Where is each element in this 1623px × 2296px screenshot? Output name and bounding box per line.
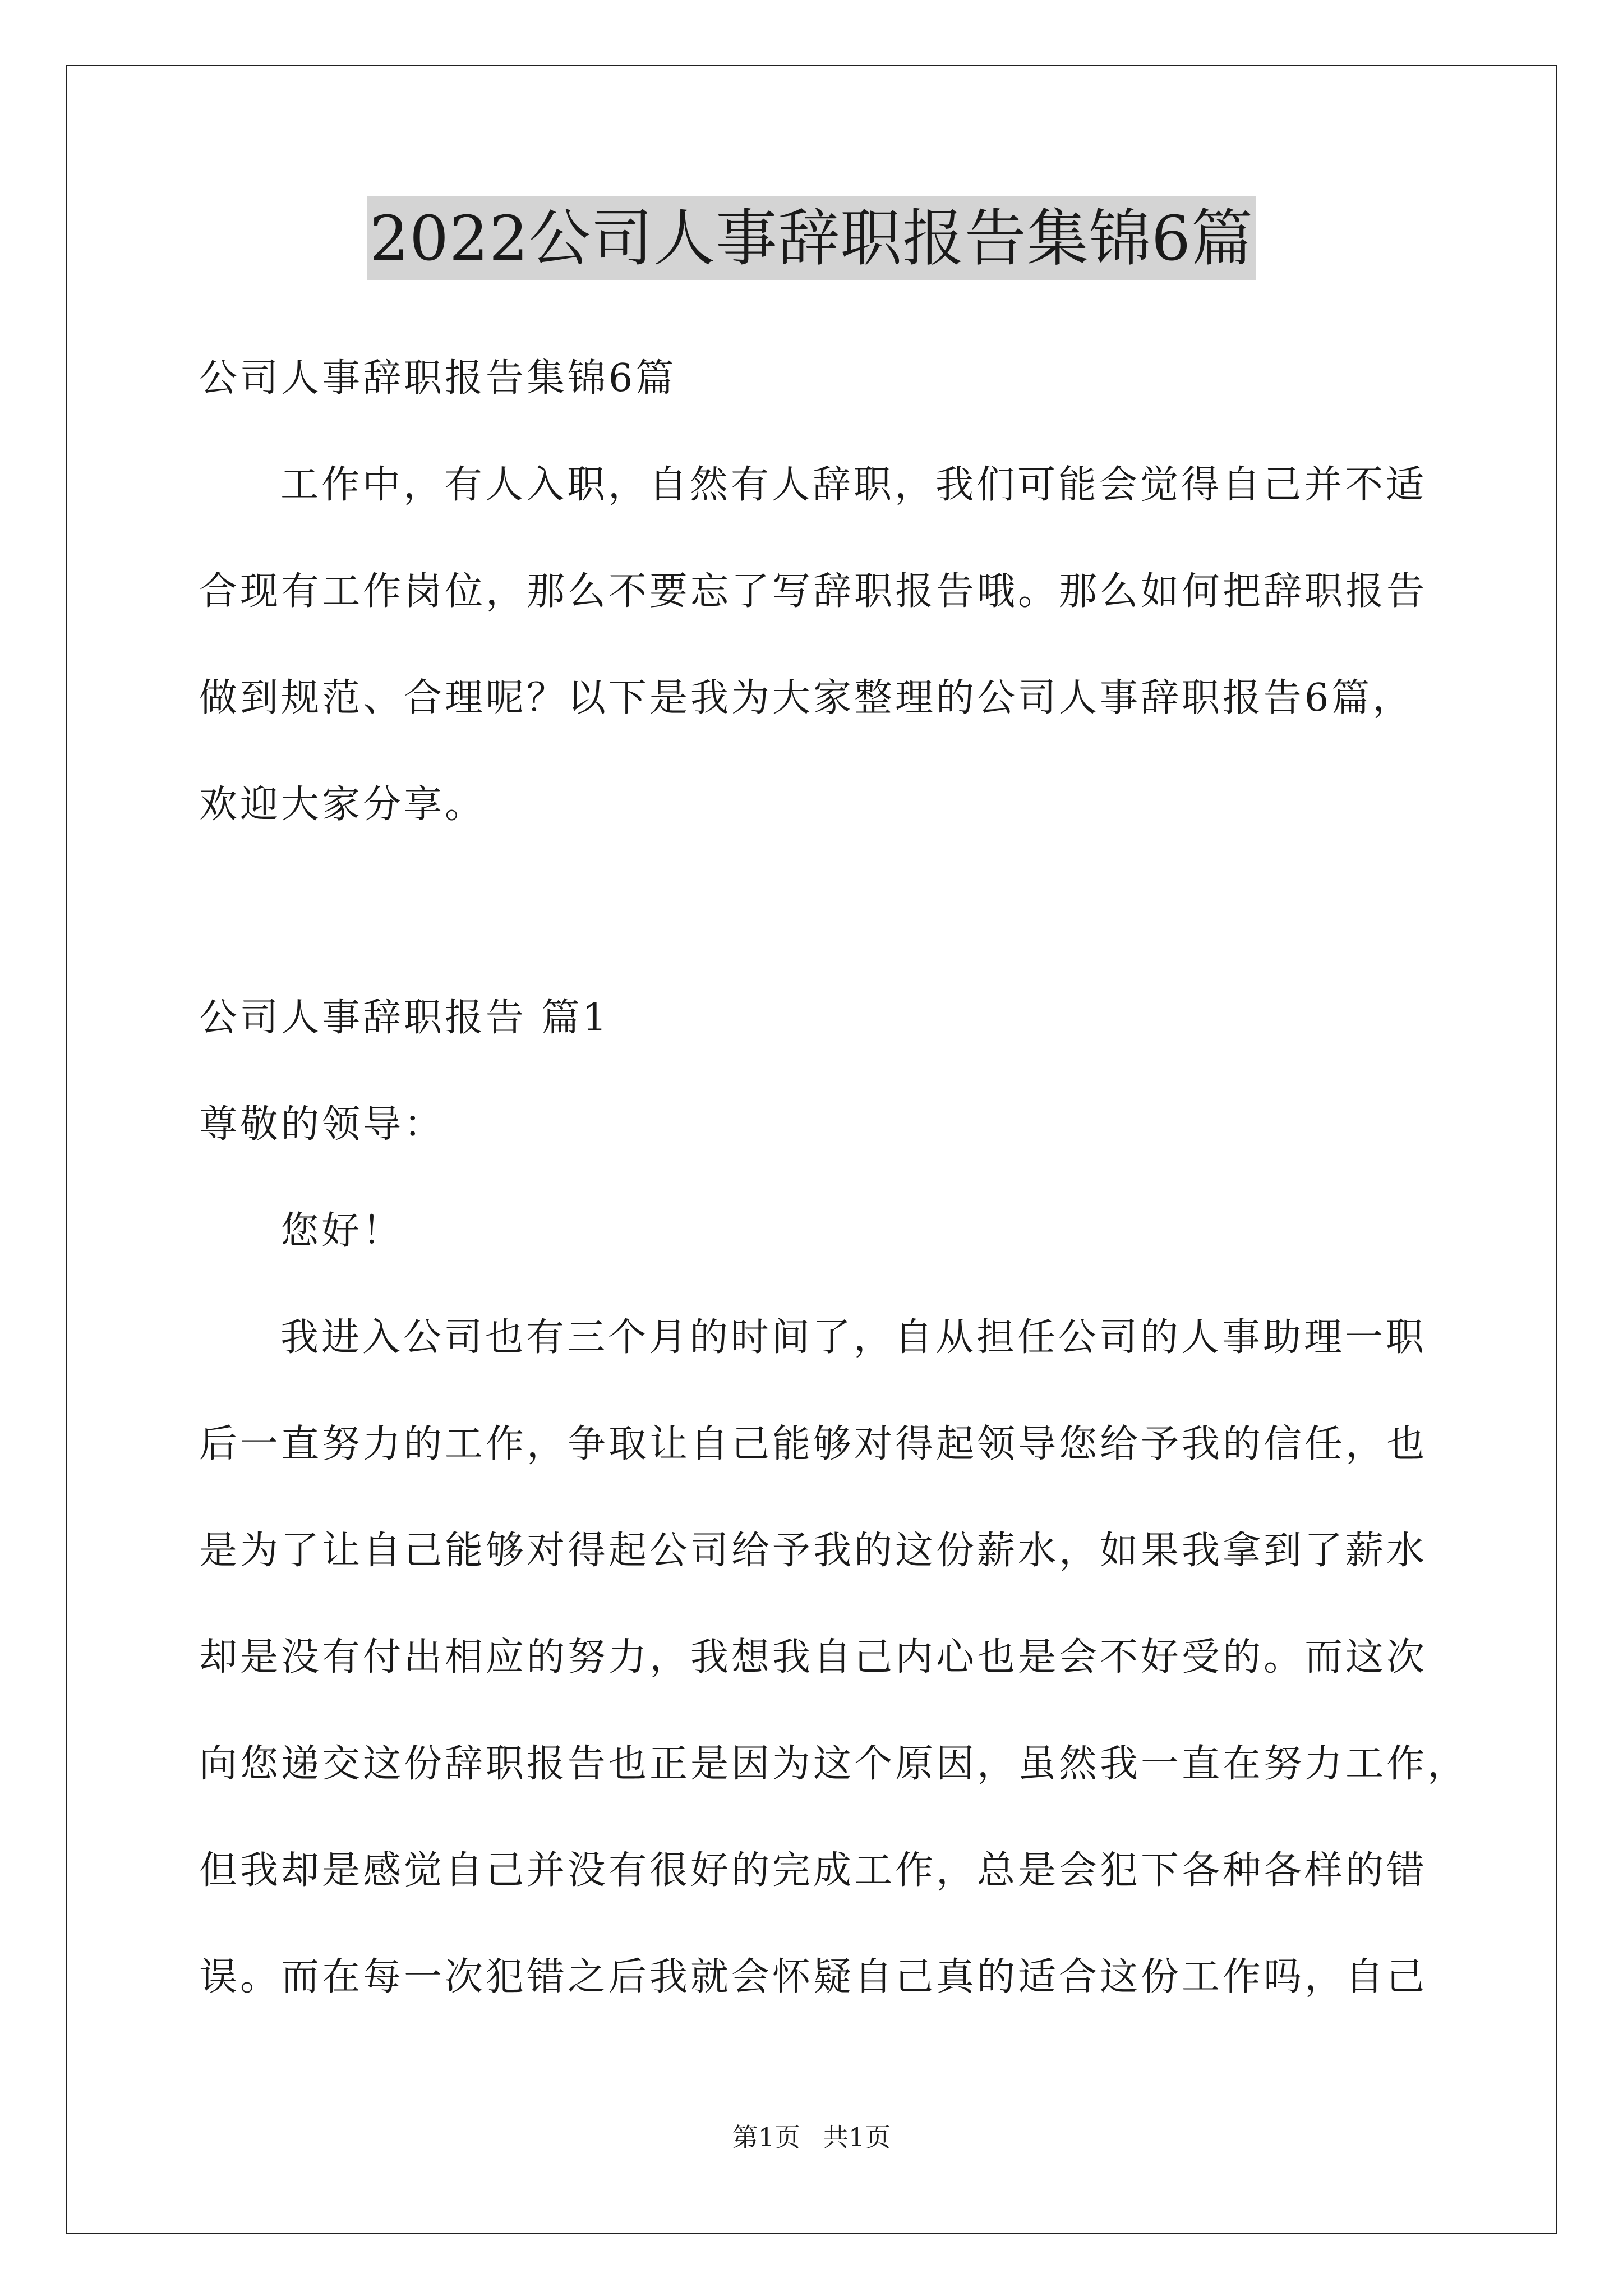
intro-line-2: 合现有工作岗位，那么不要忘了写辞职报告哦。那么如何把辞职报告 bbox=[199, 569, 1428, 614]
page-footer bbox=[0, 2120, 1623, 2154]
body-line-7: 误。而在每一次犯错之后我就会怀疑自己真的适合这份工作吗，自己 bbox=[199, 1955, 1428, 1999]
body-line-4: 却是没有付出相应的努力，我想我自己内心也是会不好受的。而这次 bbox=[199, 1635, 1428, 1680]
title-container bbox=[0, 196, 1623, 280]
body-line-1: 我进入公司也有三个月的时间了，自从担任公司的人事助理一职 bbox=[280, 1315, 1427, 1360]
page-number-current: 第1页 bbox=[732, 2122, 800, 2152]
document-subtitle: 公司人事辞职报告集锦6篇 bbox=[199, 356, 677, 401]
page-number-total: 共1页 bbox=[823, 2122, 891, 2152]
greeting: 您好！ bbox=[280, 1209, 404, 1253]
document-title: 2022公司人事辞职报告集锦6篇 bbox=[367, 196, 1256, 280]
intro-line-1: 工作中，有人入职，自然有人辞职，我们可能会觉得自己并不适 bbox=[280, 463, 1427, 507]
intro-line-3: 做到规范、合理呢？以下是我为大家整理的公司人事辞职报告6篇， bbox=[199, 676, 1414, 720]
body-line-3: 是为了让自己能够对得起公司给予我的这份薪水，如果我拿到了薪水 bbox=[199, 1529, 1428, 1573]
body-line-5: 向您递交这份辞职报告也正是因为这个原因，虽然我一直在努力工作， bbox=[199, 1742, 1469, 1786]
body-line-2: 后一直努力的工作，争取让自己能够对得起领导您给予我的信任，也 bbox=[199, 1422, 1428, 1466]
intro-line-4: 欢迎大家分享。 bbox=[199, 783, 486, 827]
salutation: 尊敬的领导： bbox=[199, 1102, 445, 1147]
body-line-6: 但我却是感觉自己并没有很好的完成工作，总是会犯下各种各样的错 bbox=[199, 1848, 1428, 1893]
section-heading: 公司人事辞职报告 篇1 bbox=[199, 996, 610, 1040]
